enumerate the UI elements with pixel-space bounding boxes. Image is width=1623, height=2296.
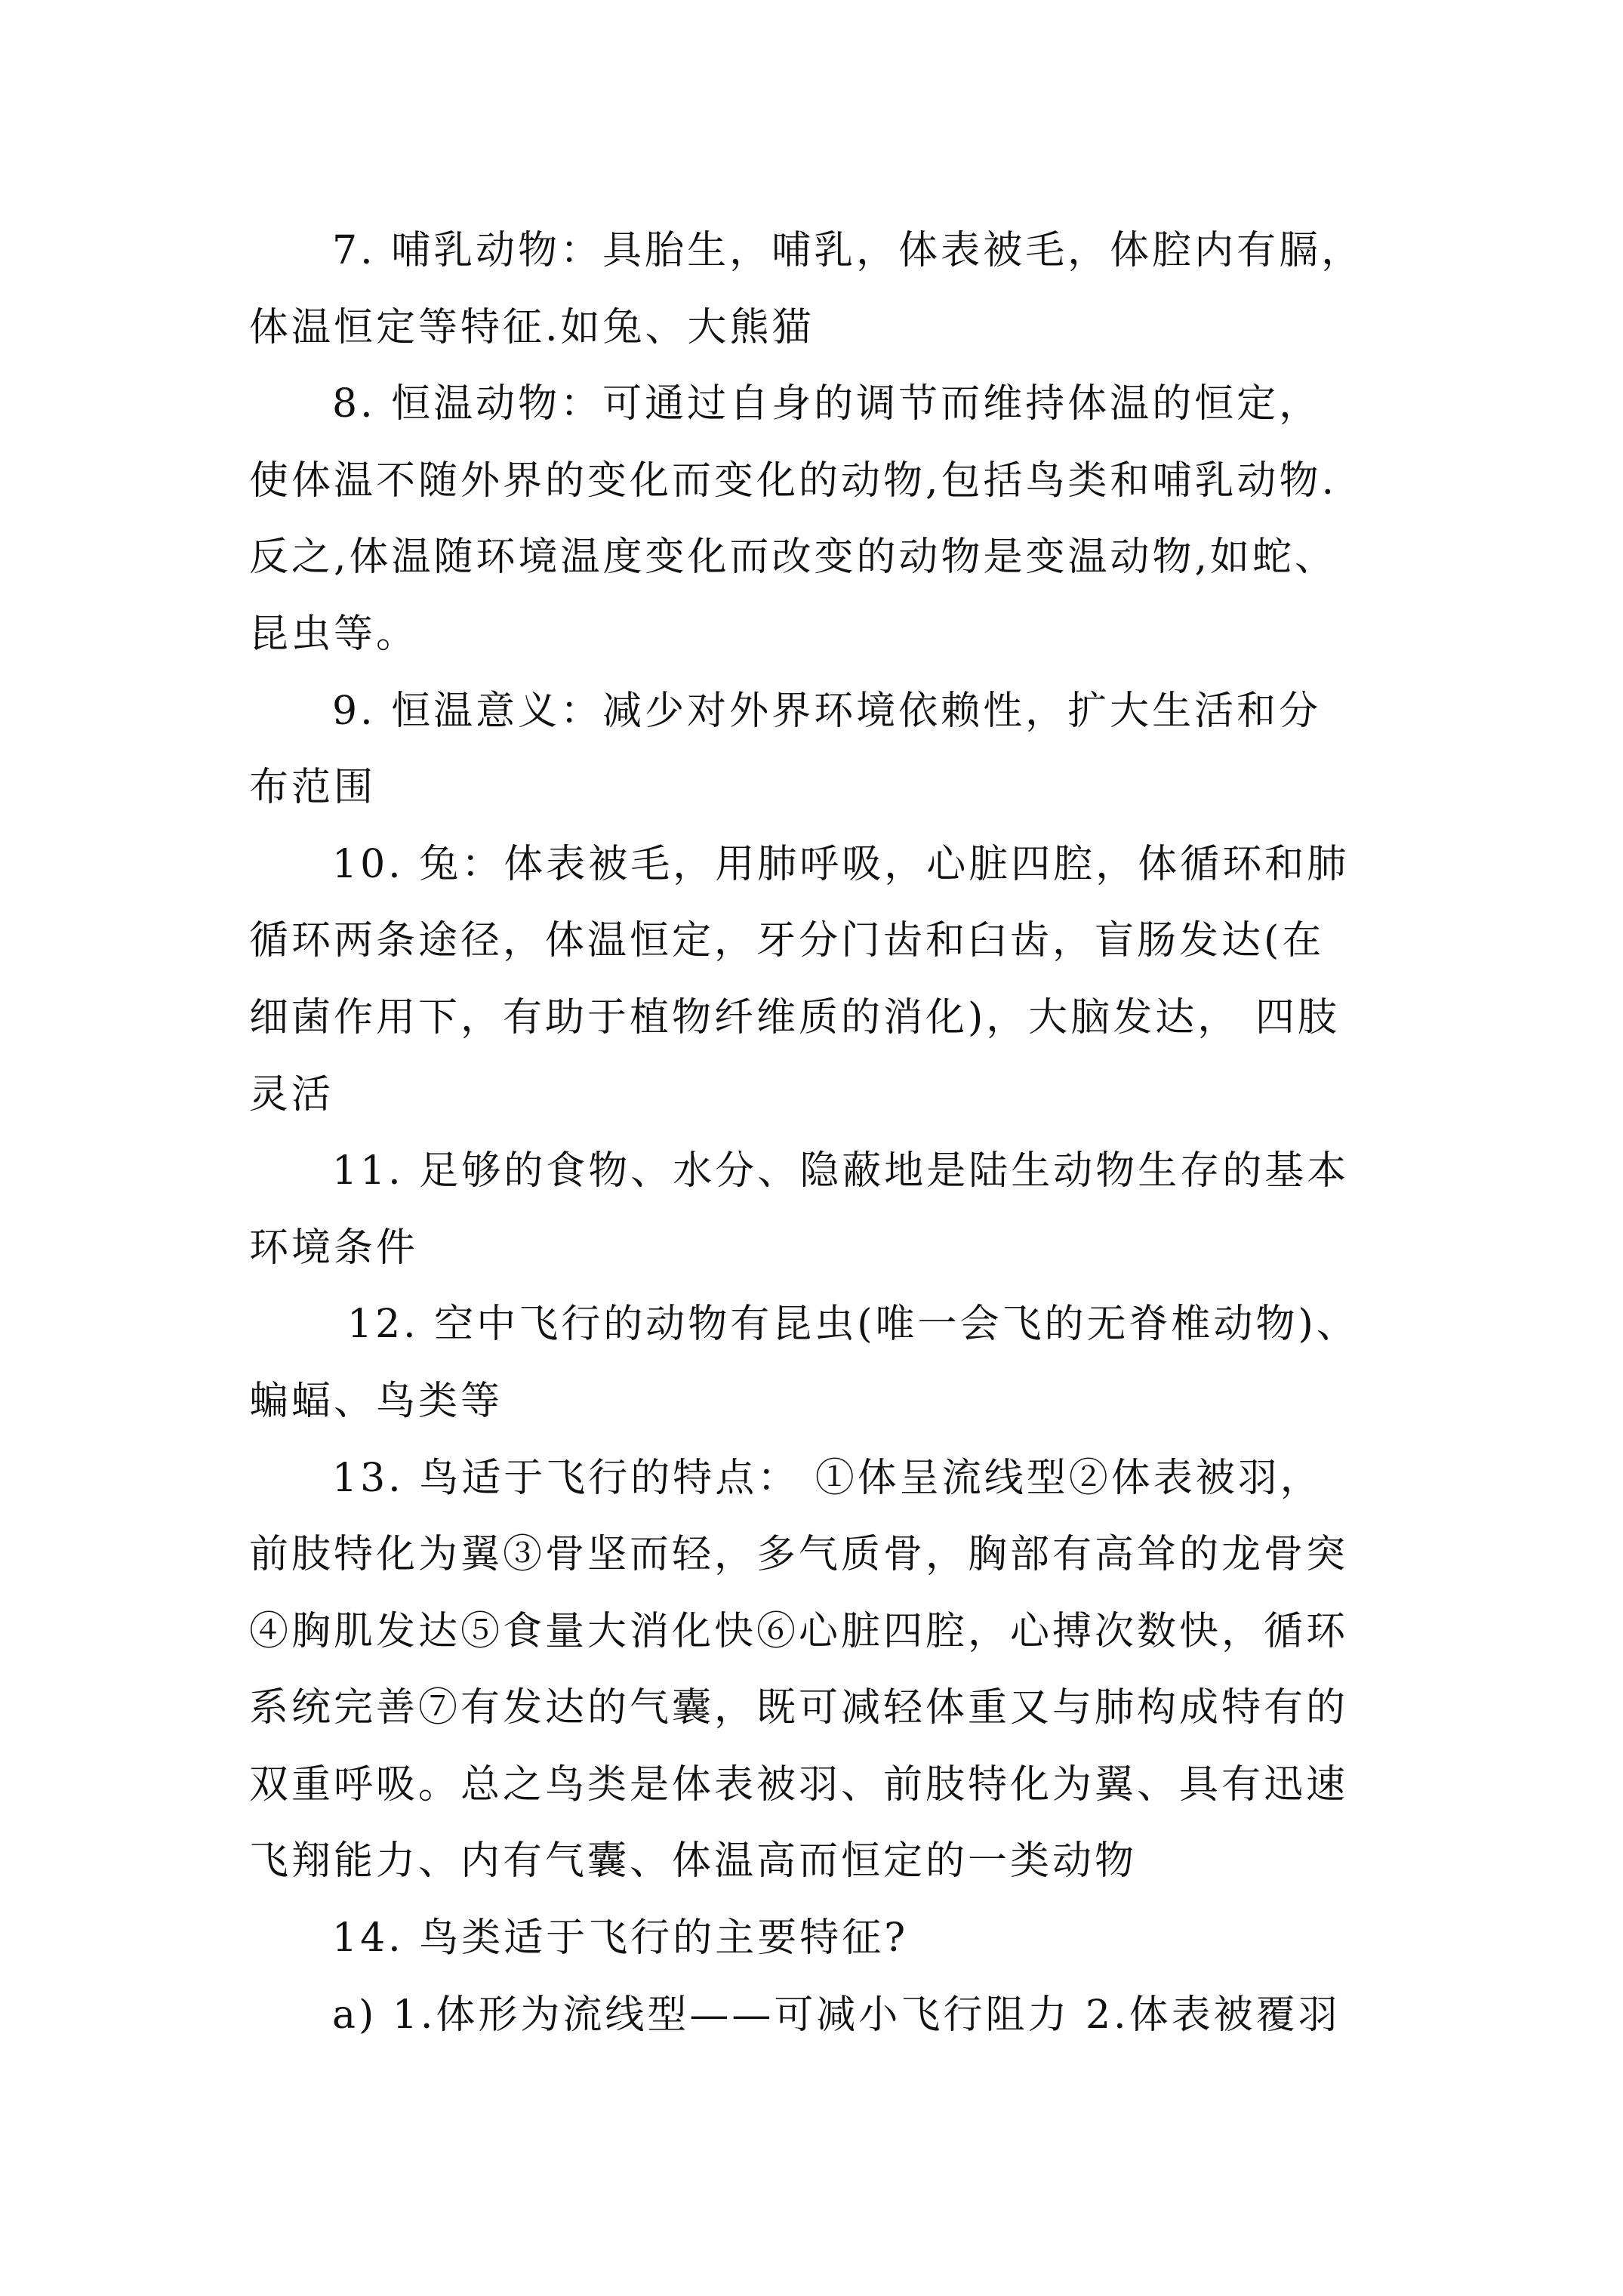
paragraph-line: 7. 哺乳动物：具胎生，哺乳，体表被毛，体腔内有膈， [332,228,1364,273]
paragraph-line: 环境条件 [249,1225,419,1271]
paragraph-line: 循环两条途径，体温恒定，牙分门齿和臼齿，盲肠发达(在 [249,918,1325,964]
paragraph-line: 11. 足够的食物、水分、隐蔽地是陆生动物生存的基本 [332,1148,1350,1194]
paragraph-line: 布范围 [249,765,377,811]
paragraph-a [249,1977,1381,2054]
paragraph-12 [249,1287,1381,1440]
paragraph-line: 蝙蝠、鸟类等 [249,1378,504,1424]
paragraph-line: 10. 兔：体表被毛，用肺呼吸，心脏四腔，体循环和肺 [332,841,1350,887]
paragraph-line: 12. 空中飞行的动物有昆虫(唯一会飞的无脊椎动物)、 [347,1302,1359,1348]
paragraph-line: 14. 鸟类适于飞行的主要特征? [332,1915,909,1962]
paragraph-9 [249,673,1381,827]
paragraph-line: 昆虫等。 [249,611,419,657]
paragraph-line: 13. 鸟适于飞行的特点： ①体呈流线型②体表被羽， [332,1455,1323,1501]
paragraph-line: 系统完善⑦有发达的气囊，既可减轻体重又与肺构成特有的 [249,1685,1349,1731]
paragraph-line: 体温恒定等特征.如兔、大熊猫 [249,304,815,350]
paragraph-line: 使体温不随外界的变化而变化的动物,包括鸟类和哺乳动物. [249,458,1338,504]
paragraph-line: 9. 恒温意义：减少对外界环境依赖性，扩大生活和分 [332,688,1322,734]
paragraph-line: a) 1.体形为流线型——可减小飞行阻力 2.体表被覆羽 [332,1992,1341,2038]
document-body [249,213,1381,2054]
paragraph-line: 飞翔能力、内有气囊、体温高而恒定的一类动物 [249,1838,1138,1885]
paragraph-line: 反之,体温随环境温度变化而改变的动物是变温动物,如蛇、 [249,535,1338,581]
paragraph-line: 双重呼吸。总之鸟类是体表被羽、前肢特化为翼、具有迅速 [249,1761,1349,1808]
paragraph-line: 前肢特化为翼③骨坚而轻，多气质骨，胸部有高耸的龙骨突 [249,1532,1349,1578]
paragraph-8 [249,366,1381,673]
paragraph-line: 细菌作用下，有助于植物纤维质的消化)，大脑发达， 四肢 [249,994,1340,1040]
paragraph-10 [249,827,1381,1133]
paragraph-line: 8. 恒温动物：可通过自身的调节而维持体温的恒定， [332,381,1322,427]
paragraph-14 [249,1900,1381,1977]
paragraph-7 [249,213,1381,366]
paragraph-11 [249,1133,1381,1287]
paragraph-13 [249,1441,1381,1901]
paragraph-line: ④胸肌发达⑤食量大消化快⑥心脏四腔，心搏次数快，循环 [249,1608,1349,1654]
paragraph-line: 灵活 [249,1071,334,1117]
